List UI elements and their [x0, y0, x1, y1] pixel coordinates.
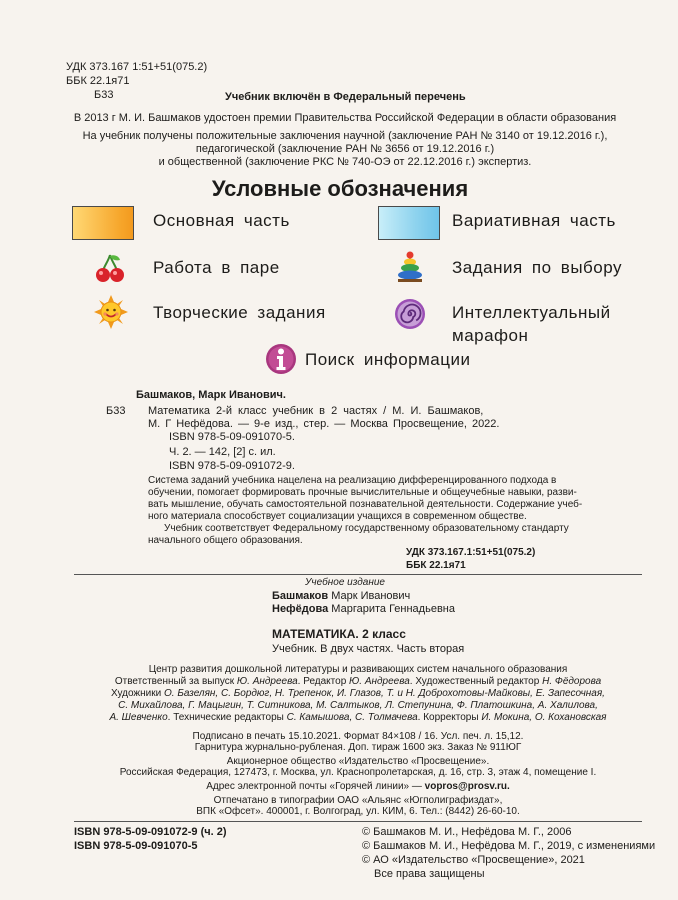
top-bbk: ББК 22.1я71	[66, 75, 130, 87]
print-info-1: Подписано в печать 15.10.2021. Формат 84×108 / 16. Усл. печ. л. 15,12.	[192, 731, 524, 742]
corr-names: И. Мокина, О. Кохановская	[481, 712, 607, 723]
annotation-line-6: начального общего образования.	[148, 535, 303, 546]
variable-part-label: Вариативная часть	[452, 211, 616, 230]
main-part-swatch	[72, 206, 134, 240]
imprint-author-2	[272, 603, 455, 616]
bib-udk: УДК 373.167.1:51+51(075.2)	[406, 547, 536, 558]
legend-title: Условные обозначения	[211, 176, 469, 201]
divider-top	[74, 574, 642, 575]
review-line-1: На учебник получены положительные заключения научной (заключение РАН № 3140 от 19.12.2016 г.),	[82, 130, 608, 142]
tech-names: С. Камышова, С. Толмачева	[286, 712, 418, 723]
edition-type: Учебное издание	[305, 577, 385, 588]
copyright-1: © Башмаков М. И., Нефёдова М. Г., 2006	[362, 826, 572, 838]
imprint-artists-2: С. Михайлова, Г. Мацыгин, Т. Ситникова, М. Салтыков, Л. Степунина, Ф. Платошкина, А. Халилова,	[118, 700, 598, 711]
pair-work-label: Работа в паре	[153, 258, 280, 277]
review-line-2: педагогической (заключение РАН № 3656 от 19.12.2016 г.)	[195, 143, 495, 155]
imprint-title	[272, 627, 406, 641]
cherries-icon	[94, 252, 126, 284]
imprint-artists-3	[74, 712, 642, 724]
info-search-label: Поиск информации	[305, 350, 471, 369]
bib-author: Башмаков, Марк Иванович.	[136, 389, 286, 401]
sun-icon	[93, 294, 129, 330]
main-part-label: Основная часть	[153, 211, 290, 230]
isbn-general: ISBN 978-5-09-091070-5	[74, 840, 198, 852]
imprint-author-1	[272, 590, 410, 603]
top-udk: УДК 373.167 1:51+51(075.2)	[66, 61, 208, 73]
isbn-part-2: ISBN 978-5-09-091072-9 (ч. 2)	[74, 826, 227, 838]
annotation-line-5: Учебник соответствует Федеральному государственному образовательному стандарту	[164, 523, 569, 534]
bib-isbn-general: ISBN 978-5-09-091070-5.	[169, 431, 295, 443]
federal-list-note: Учебник включён в Федеральный перечень	[225, 91, 466, 103]
resp-name-3: Н. Фёдорова	[542, 676, 602, 687]
author-2-surname: Нефёдова	[272, 603, 329, 615]
bib-line-2: М. Г Нефёдова. — 9-е изд., стер. — Москва Просвещение, 2022.	[148, 418, 500, 430]
pyramid-toy-icon	[394, 250, 426, 284]
info-icon	[265, 343, 297, 375]
variable-part-swatch	[378, 206, 440, 240]
prize-note: В 2013 г М. И. Башмаков удостоен премии Правительства Российской Федерации в области образования	[73, 112, 617, 124]
rights-reserved: Все права защищены	[374, 868, 485, 880]
annotation-line-4: ного материала способствует социализации учащихся в современном обществе.	[148, 511, 527, 522]
creative-tasks-label: Творческие задания	[153, 303, 326, 322]
choice-tasks-label: Задания по выбору	[452, 258, 622, 277]
bib-isbn-part: ISBN 978-5-09-091072-9.	[169, 460, 295, 472]
resp-name-1: Ю. Андреева	[236, 676, 298, 687]
copyright-3: © АО «Издательство «Просвещение», 2021	[362, 854, 585, 866]
author-2-name: Маргарита Геннадьевна	[328, 603, 455, 615]
copyright-2: © Башмаков М. И., Нефёдова М. Г., 2019, с изменениями	[362, 840, 656, 852]
tech-label: . Технические редакторы	[167, 712, 287, 723]
resp-name-2: Ю. Андреева	[349, 676, 410, 687]
print-info-2: Гарнитура журнально-рубленая. Доп. тираж 1600 экз. Заказ № 911ЮГ	[194, 742, 522, 753]
title-bold: МАТЕМАТИКА.	[272, 627, 359, 641]
artists-line-1: О. Базелян, С. Бордюг, Н. Трепенок, И. Глазов, Т. и Н. Доброхотовы-Майковы, Е. Запесочная,	[163, 688, 605, 699]
spiral-icon	[393, 297, 427, 331]
email-address: vopros@prosv.ru.	[424, 781, 510, 792]
publisher-1: Акционерное общество «Издательство «Просвещение».	[226, 756, 490, 767]
marathon-label-line-1: Интеллектуальный	[452, 303, 611, 322]
printed-2: ВПК «Офсет». 400001, г. Волгоград, ул. КИМ, 6. Тел.: (8442) 26-60-10.	[196, 806, 520, 817]
marathon-label-line-2: марафон	[452, 326, 529, 345]
email-label: Адрес электронной почты «Горячей линии» —	[206, 781, 425, 792]
resp-label-3: . Художественный редактор	[409, 676, 543, 687]
imprint-artists-1	[74, 688, 642, 700]
bib-part: Ч. 2. — 142, [2] с. ил.	[169, 446, 276, 458]
hotline-email	[74, 781, 642, 793]
publisher-2: Российская Федерация, 127473, г. Москва, ул. Краснопролетарская, д. 16, стр. 3, этаж 4, помещение I.	[119, 767, 597, 778]
printed-1: Отпечатано в типографии ОАО «Альянс «Югполиграфиздат»,	[213, 795, 503, 806]
resp-label-1: Ответственный за выпуск	[114, 676, 237, 687]
annotation-line-2: обучении, помогает формировать прочные вычислительные и общеучебные навыки, разви-	[148, 487, 577, 498]
imprint-responsible	[74, 676, 642, 688]
imprint-subtitle: Учебник. В двух частях. Часть вторая	[272, 643, 465, 655]
artists-label: Художники	[111, 688, 164, 699]
bib-line-1: Математика 2-й класс учебник в 2 частях / М. И. Башмаков,	[148, 405, 484, 417]
bib-bbk: ББК 22.1я71	[406, 560, 466, 571]
imprint-center: Центр развития дошкольной литературы и развивающих систем начального образования	[148, 664, 568, 675]
top-code: Б33	[94, 89, 114, 101]
annotation-line-1: Система заданий учебника нацелена на реализацию дифференцированного подхода в	[148, 475, 557, 486]
author-1-surname: Башмаков	[272, 590, 329, 602]
review-line-3: и общественной (заключение РКС № 740-ОЭ от 22.12.2016 г.) экспертиз.	[158, 156, 532, 168]
author-1-name: Марк Иванович	[328, 590, 411, 602]
artists-last: А. Шевченко	[109, 712, 168, 723]
resp-label-2: . Редактор	[297, 676, 350, 687]
annotation-line-3: вать мышление, обучать самостоятельной познавательной деятельности. Содержание учеб-	[148, 499, 583, 510]
corr-label: . Корректоры	[417, 712, 482, 723]
divider-bottom	[74, 821, 642, 822]
title-grade: 2 класс	[358, 627, 406, 641]
bib-code: Б33	[106, 405, 126, 417]
